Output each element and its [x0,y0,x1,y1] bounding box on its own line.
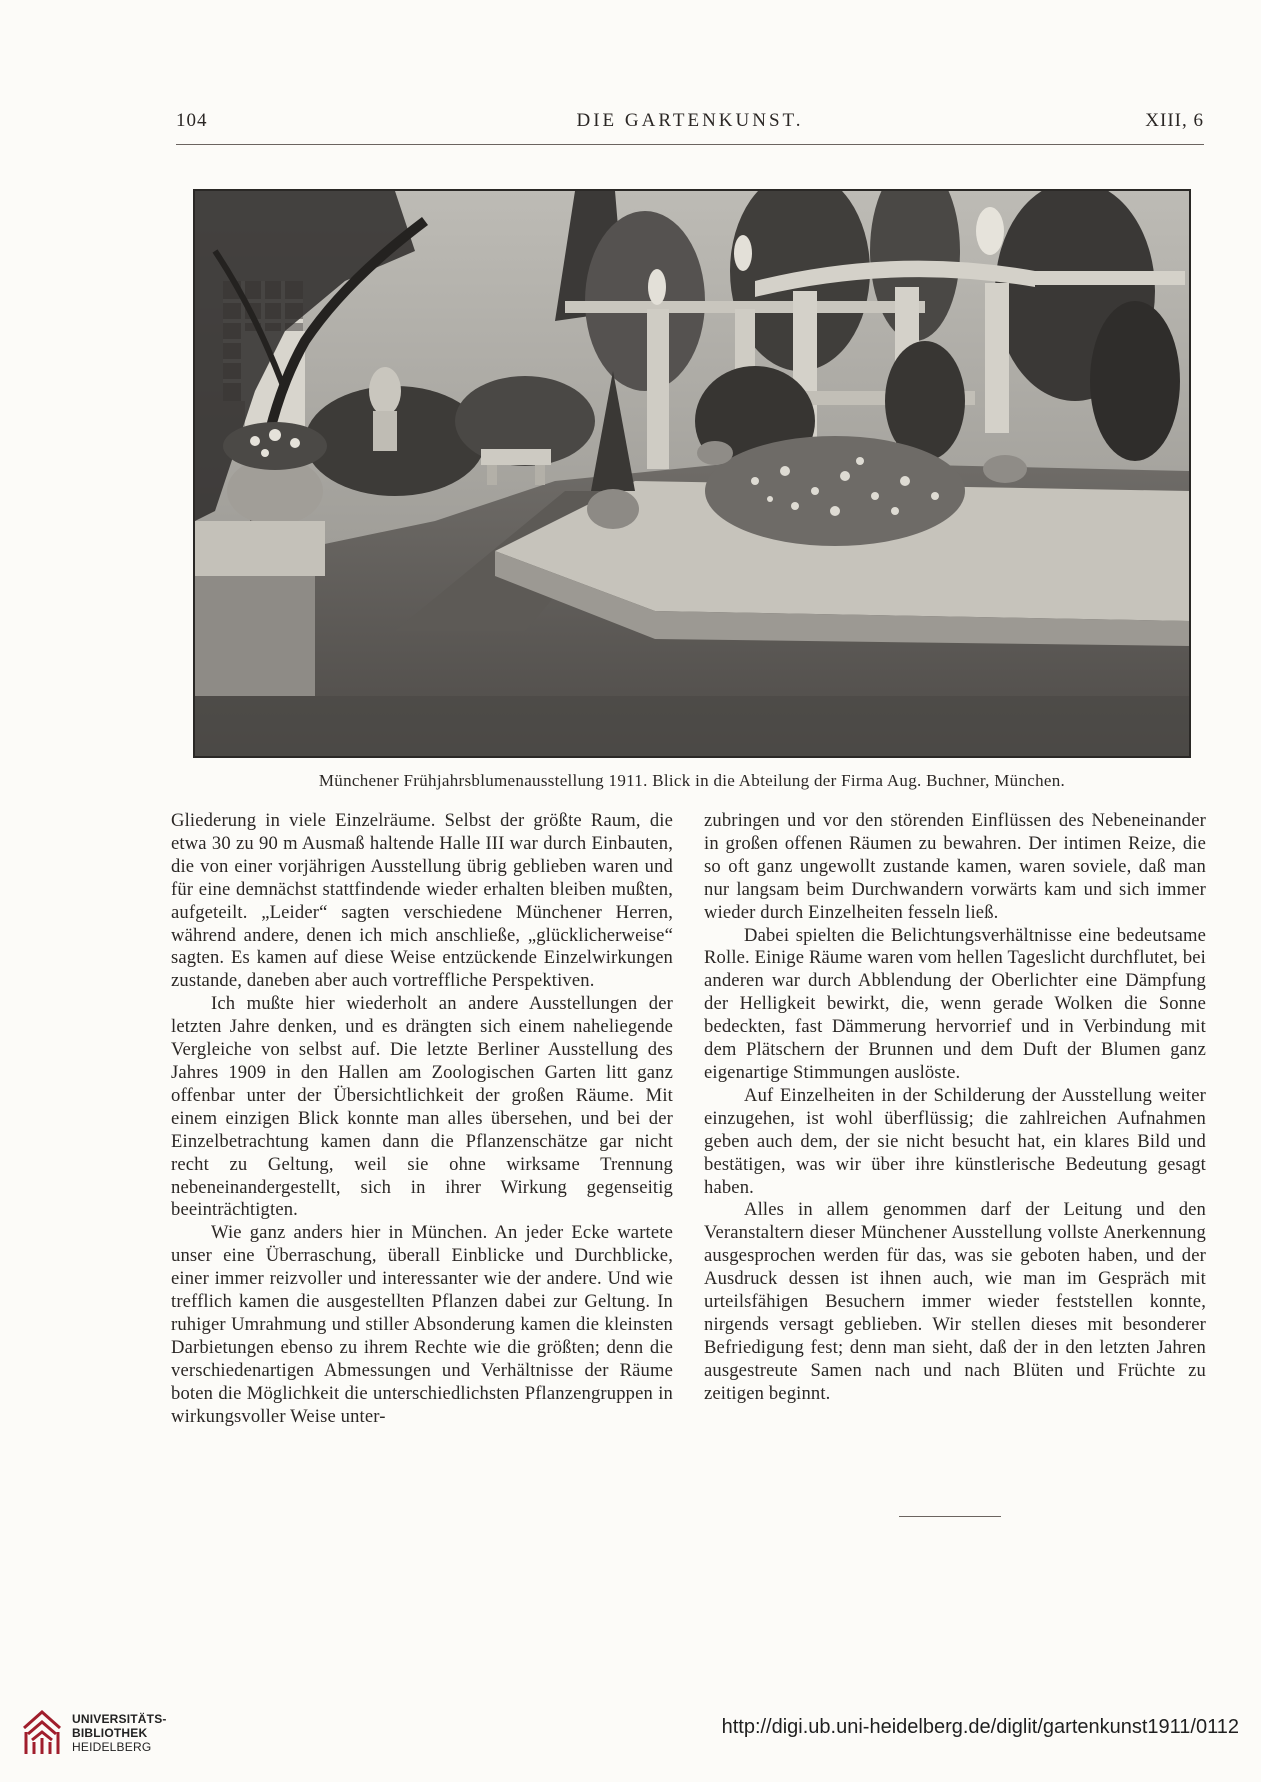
journal-title: DIE GARTENKUNST. [576,110,804,131]
source-url-link[interactable]: http://digi.ub.uni-heidelberg.de/diglit/gartenkunst1911/0112 [721,1716,1239,1738]
paragraph: Wie ganz anders hier in München. An jeder Ecke wartete unser eine Überraschung, überall Einblicke und Durchblicke, einer immer reizvoller und interessanter wie der andere. Und wie trefflich kamen die ausgestellten Pflanzen dabei zur Geltung. In ruhiger Umrahmung und stiller Absonderung kamen die kleinsten Darbietungen ebenso zu ihrem Rechte wie die größten; denn die verschiedenartigen Abmessungen und Verhältnisse der Räume boten die Möglichkeit die unterschiedlichsten Pflanzengruppen in wirkungsvoller Weise unter- [171,1222,673,1427]
library-name [72,1712,167,1754]
figure-caption: Münchener Frühjahrsblumenausstellung 1911. Blick in die Abteilung der Firma Aug. Buchner, München. [318,771,1066,790]
paragraph: Ich mußte hier wiederholt an andere Ausstellungen der letzten Jahre denken, und es drängten sich einem naheliegende Vergleiche von selbst auf. Die letzte Berliner Ausstellung des Jahres 1909 in den Hallen am Zoologischen Garten litt ganz offenbar unter der Übersichtlichkeit der großen Räume. Mit einem einzigen Blick konnte man alles übersehen, und bei der Einzelbetrachtung kamen dann die Pflanzenschätze gar nicht recht zu Geltung, weil sie ohne wirksame Trennung nebeneinandergestellt, sich in ihrer Wirkung gegenseitig beeinträchtigten. [171,993,673,1221]
paragraph: Gliederung in viele Einzelräume. Selbst der größte Raum, die etwa 30 zu 90 m Ausmaß haltende Halle III war durch Einbauten, die von einer vorjährigen Ausstellung übrig geblieben waren und für eine demnächst stattfindende wieder erhalten bleiben mußten, aufgeteilt. „Leider“ sagten verschiedene Münchener Herren, während andere, denen ich mich anschließe, „glücklicherweise“ sagten. Es kamen auf diese Weise entzückende Einzelwirkungen zustande, daneben aber auch vortreffliche Perspektiven. [171,810,673,992]
garden-photo-illustration [195,191,1189,756]
paragraph: Dabei spielten die Belichtungsverhältnisse eine bedeutsame Rolle. Einige Räume waren vom hellen Tageslicht durchflutet, bei anderen war durch Abblendung der Oberlichter eine Dämpfung der Helligkeit bewirkt, die, wenn gerade Wolken die Sonne bedeckten, fast Dämmerung hervorrief und in Verbindung mit dem Plätschern der Brunnen und dem Duft der Blumen ganz eigenartige Stimmungen auslöste. [704,924,1206,1083]
library-name-line: HEIDELBERG [72,1740,152,1754]
page-number: 104 [176,110,208,131]
library-name-line: UNIVERSITÄTS- [72,1712,167,1726]
garden-photograph [193,189,1191,758]
paragraph: Auf Einzelheiten in der Schilderung der Ausstellung weiter einzugehen, ist wohl überflüssig; die zahlreichen Aufnahmen geben auch dem, der sie nicht besucht hat, ein klares Bild und bestätigen, was wir über ihre künstlerische Bedeutung gesagt haben. [704,1084,1206,1198]
header-rule [176,144,1204,145]
article-right-column [704,810,1206,1406]
library-emblem-icon [18,1708,66,1758]
end-of-article-rule [899,1516,1001,1517]
running-header [176,110,1204,136]
paragraph: zubringen und vor den störenden Einflüssen des Nebeneinander in großen offenen Räumen zu bewahren. Der intimen Reize, die so oft ganz ungewollt zustande kamen, waren soviele, daß man nur langsam beim Durchwandern vorwärts kam und sich immer wieder durch Einzelheiten fesseln ließ. [704,810,1206,923]
article-left-column [171,810,673,1428]
volume-issue: XIII, 6 [1145,110,1204,131]
library-name-line: BIBLIOTHEK [72,1726,148,1740]
paragraph: Alles in allem genommen darf der Leitung und den Veranstaltern dieser Münchener Ausstellung vollste Anerkennung ausgesprochen werden für das, was sie geboten haben, und der Ausdruck dessen ist ihnen auch, wie man im Gespräch mit urteilsfähigen Besuchern immer wieder feststellen konnte, nirgends versagt geblieben. Wir stellen dieses mit besonderer Befriedigung fest; denn man sieht, daß der in den letzten Jahren ausgestreute Samen nach und nach Blüten und Früchte zu zeitigen beginnt. [704,1199,1206,1404]
library-logo[interactable] [18,1706,178,1762]
